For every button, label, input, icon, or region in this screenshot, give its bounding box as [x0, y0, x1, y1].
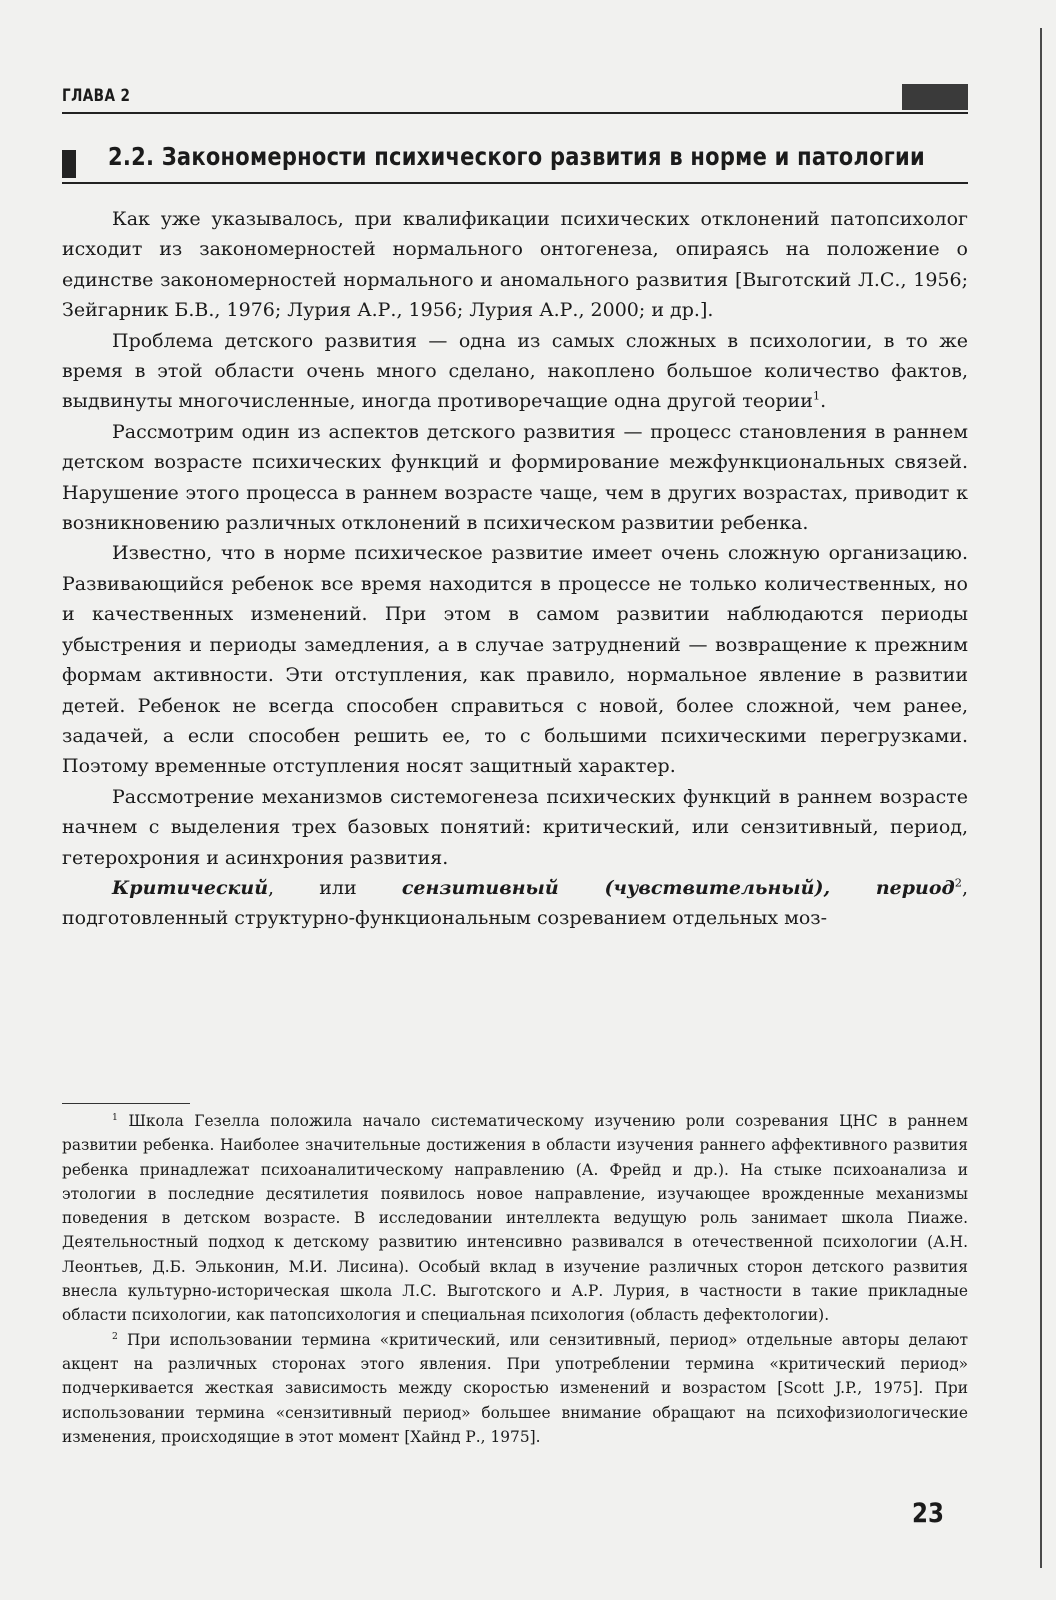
footnote-mark: 1 [112, 1111, 118, 1123]
paragraph: Известно, что в норме психическое развитие имеет очень сложную организацию. Развивающийся ребенок все время находится в процессе не только количественных, но и качественных изменений. При этом в самом развитии наблюдаются периоды убыстрения и периоды замедления, а в случае затруднений — возвращение к прежним формам активности. Эти отступления, как правило, нормальное явление в развитии детей. Ребенок не всегда способен справиться с новой, более сложной, чем ранее, задачей, а если способен решить ее, то с большими психическими перегрузками. Поэтому временные отступления носят защитный характер. [62, 542, 968, 778]
footnote-text: При использовании термина «критический, или сензитивный, период» отдельные авторы делают акцент на различных сторонах этого явления. При употреблении термина «критический период» подчеркивается жесткая зависимость между скоростью изменений и возрастом [Scott J.P., 1975]. При использовании термина «сензитивный период» большее внимание обращают на психофизиологические изменения, происходящие в этот момент [Хайнд Р., 1975]. [62, 1330, 968, 1446]
footnote [62, 1328, 968, 1449]
section-title: 2.2. Закономерности психического развития в норме и патологии [108, 142, 925, 171]
paragraph [62, 326, 968, 417]
footnote-ref: 2 [954, 875, 962, 890]
paragraph-text: Проблема детского развития — одна из самых сложных в психологии, в то же время в этой области очень много сделано, накоплено большое количество фактов, выдвинуты многочисленные, иногда противоречащие одна другой теории [62, 329, 968, 413]
term-critical: Критический [112, 876, 269, 899]
paragraph: Рассмотрим один из аспектов детского развития — процесс становления в раннем детском возрасте психических функций и формирование межфункциональных связей. Нарушение этого процесса в раннем возрасте чаще, чем в других возрастах, приводит к возникновению различных отклонений в психическом развитии ребенка. [62, 420, 968, 535]
footnotes [62, 1109, 968, 1449]
page-number: 23 [912, 1498, 944, 1529]
term-sensitive: сензитивный (чувствительный), период [401, 876, 955, 899]
footnote [62, 1109, 968, 1328]
footnote-mark: 2 [112, 1330, 118, 1342]
body-text [62, 204, 968, 934]
paragraph: Как уже указывалось, при квалификации психических отклонений патопсихолог исходит из закономерностей нормального онтогенеза, опираясь на положение о единстве закономерностей нормального и аномального развития [Выготский Л.С., 1956; Зейгарник Б.В., 1976; Лурия А.Р., 1956; Лурия А.Р., 2000; и др.]. [62, 208, 968, 322]
paragraph [62, 873, 968, 934]
paragraph-end: . [820, 390, 827, 413]
paragraph: Рассмотрение механизмов системогенеза психических функций в раннем возрасте начнем с выделения трех базовых понятий: критический, или сензитивный, период, гетерохрония и асинхрония развития. [62, 785, 968, 869]
running-head-block [902, 84, 968, 110]
footnote-divider [62, 1103, 190, 1104]
page-edge-line [1040, 28, 1042, 1568]
section-heading [62, 140, 968, 184]
footnote-ref: 1 [812, 389, 821, 404]
term-separator: , или [268, 876, 402, 899]
paragraph-text: , подготовленный структурно-функциональным созреванием отдельных моз- [62, 876, 969, 930]
footnote-text: Школа Гезелла положила начало систематическому изучению роли созревания ЦНС в раннем развитии ребенка. Наиболее значительные достижения в области изучения раннего аффективного развития ребенка принадлежат психоаналитическому направлению (А. Фрейд и др.). На стыке психоанализа и этологии в последние десятилетия появилось новое направление, изучающее врожденные механизмы поведения в детском возрасте. В исследовании интеллекта ведущую роль занимает школа Пиаже. Деятельностный подход к детскому развитию интенсивно развивался в отечественной психологии (А.Н. Леонтьев, Д.Б. Эльконин, М.И. Лисина). Особый вклад в изучение различных сторон детского развития внесла культурно-историческая школа Л.С. Выготского и А.Р. Лурия, в частности в такие прикладные области психологии, как патопсихология и специальная психология (область дефектологии). [62, 1112, 968, 1325]
section-marker [62, 150, 76, 178]
running-head [62, 80, 968, 114]
chapter-label: ГЛАВА 2 [62, 86, 131, 106]
